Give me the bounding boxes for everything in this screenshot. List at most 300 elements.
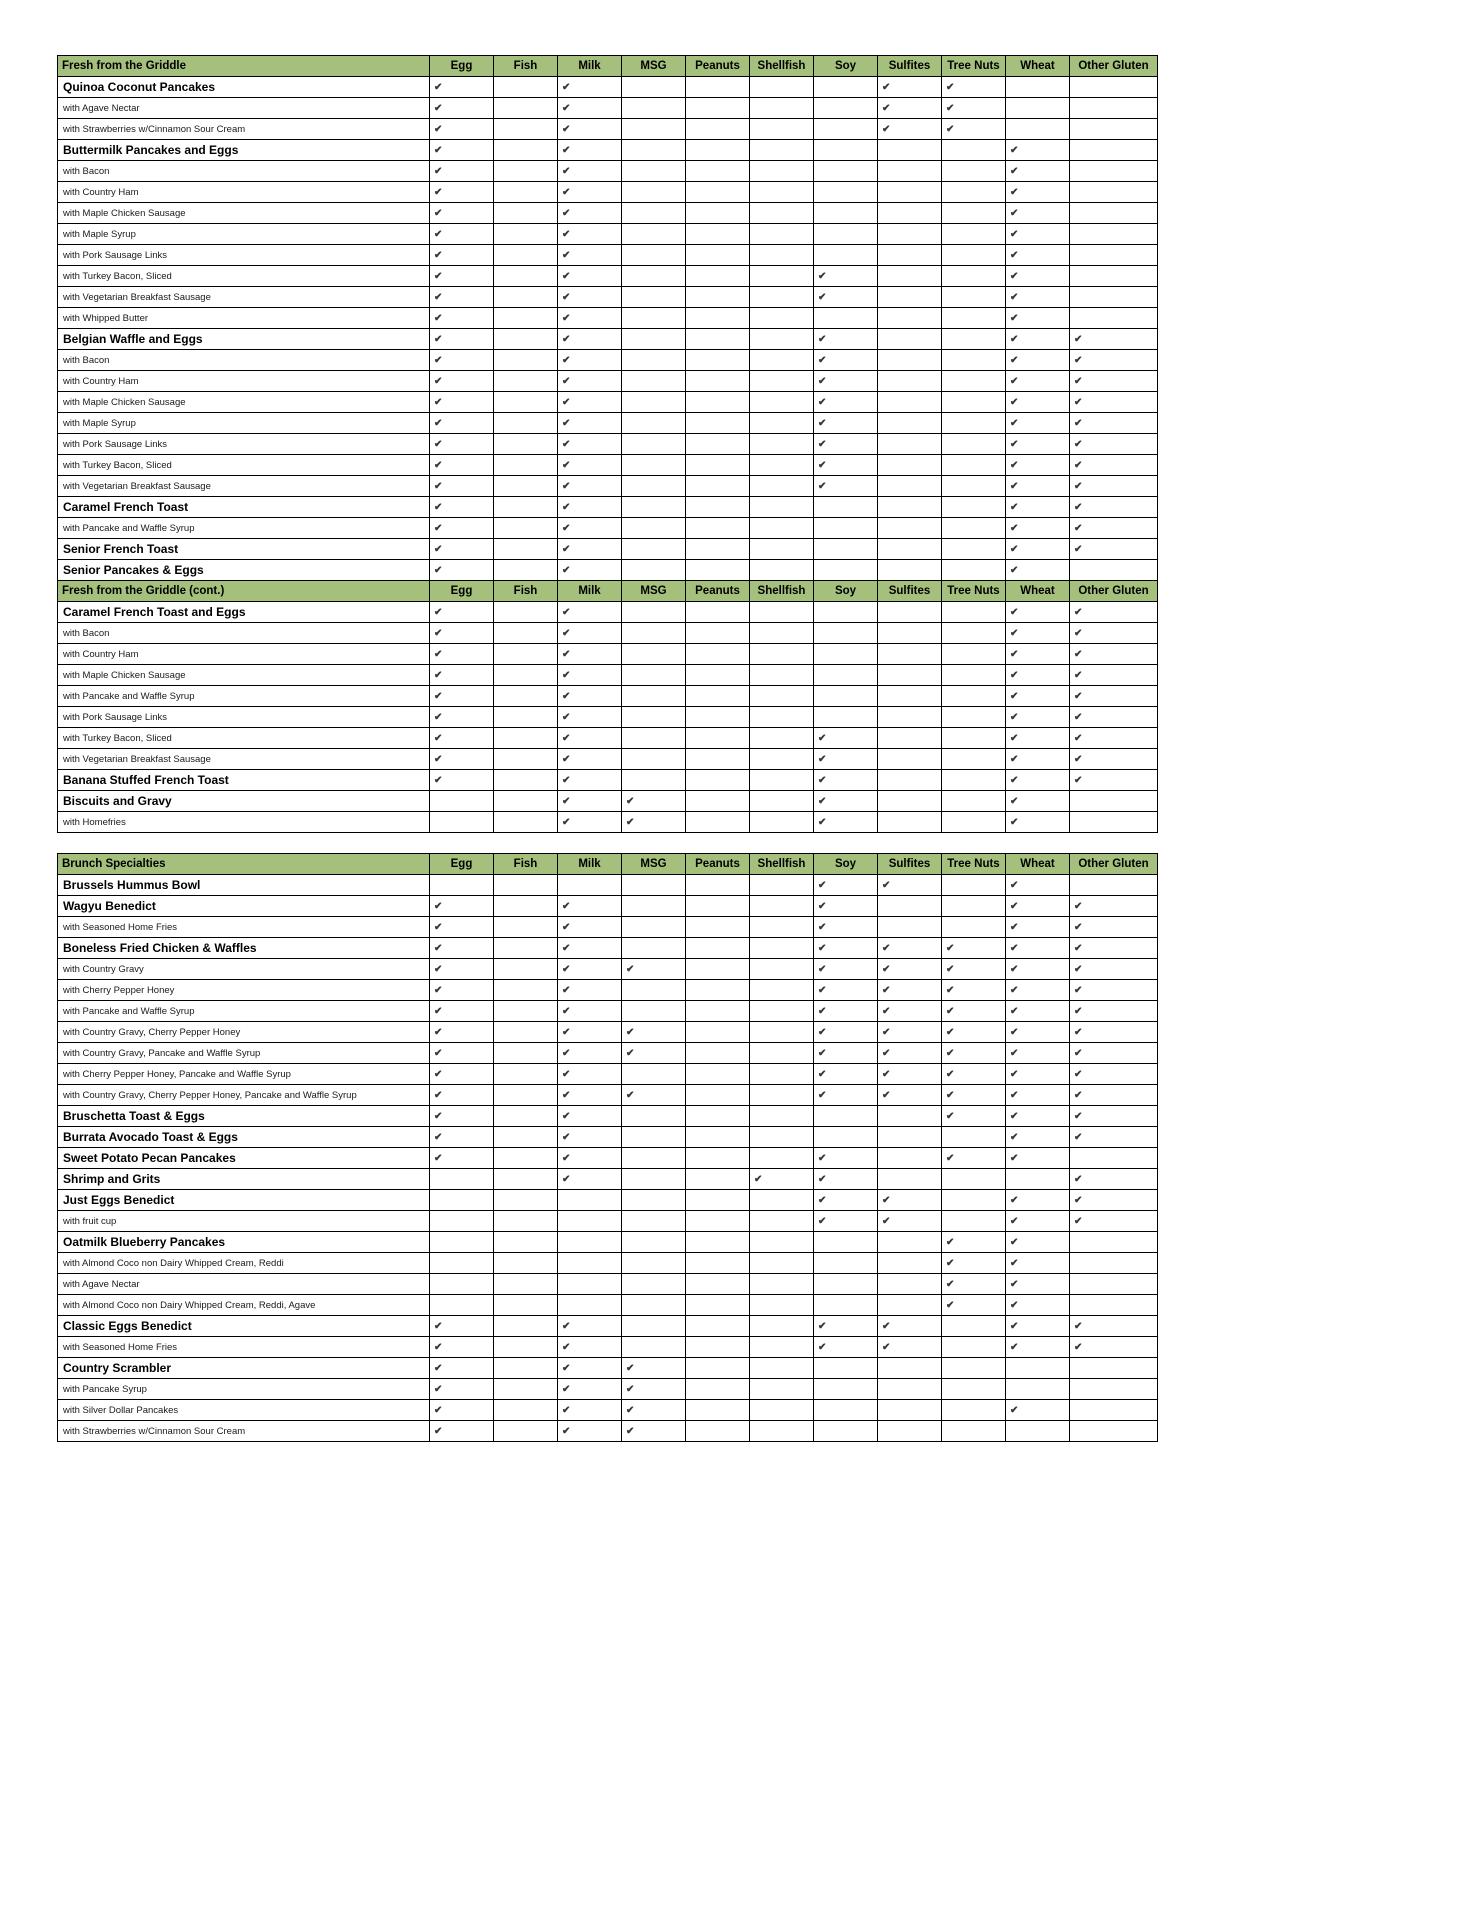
item-variant-name: with Country Ham <box>58 644 430 665</box>
allergen-checkmark: ✔ <box>942 1274 1006 1295</box>
allergen-empty-cell <box>750 350 814 371</box>
allergen-checkmark: ✔ <box>814 350 878 371</box>
allergen-empty-cell <box>942 560 1006 581</box>
allergen-checkmark: ✔ <box>558 1127 622 1148</box>
item-variant-name: with Pancake and Waffle Syrup <box>58 518 430 539</box>
item-name: Senior Pancakes & Eggs <box>58 560 430 581</box>
allergen-empty-cell <box>878 1400 942 1421</box>
allergen-empty-cell <box>622 1148 686 1169</box>
allergen-empty-cell <box>878 770 942 791</box>
item-variant-name: with Vegetarian Breakfast Sausage <box>58 287 430 308</box>
allergen-checkmark: ✔ <box>1070 1316 1158 1337</box>
allergen-checkmark: ✔ <box>1070 413 1158 434</box>
allergen-empty-cell <box>814 623 878 644</box>
allergen-checkmark: ✔ <box>1006 224 1070 245</box>
allergen-checkmark: ✔ <box>622 791 686 812</box>
allergen-empty-cell <box>494 161 558 182</box>
allergen-checkmark: ✔ <box>1006 770 1070 791</box>
allergen-empty-cell <box>686 1043 750 1064</box>
allergen-empty-cell <box>622 182 686 203</box>
allergen-empty-cell <box>814 707 878 728</box>
allergen-checkmark: ✔ <box>878 875 942 896</box>
allergen-empty-cell <box>622 392 686 413</box>
allergen-checkmark: ✔ <box>942 1253 1006 1274</box>
allergen-empty-cell <box>1070 1253 1158 1274</box>
allergen-empty-cell <box>494 749 558 770</box>
allergen-empty-cell <box>686 875 750 896</box>
allergen-checkmark: ✔ <box>1006 917 1070 938</box>
allergen-empty-cell <box>878 728 942 749</box>
allergen-checkmark: ✔ <box>430 707 494 728</box>
menu-item-row <box>58 119 1158 140</box>
allergen-empty-cell <box>942 1421 1006 1442</box>
allergen-empty-cell <box>430 1190 494 1211</box>
allergen-empty-cell <box>686 728 750 749</box>
allergen-checkmark: ✔ <box>1006 1400 1070 1421</box>
column-header-shellfish: Shellfish <box>750 581 814 602</box>
allergen-empty-cell <box>1070 224 1158 245</box>
item-name: Sweet Potato Pecan Pancakes <box>58 1148 430 1169</box>
item-variant-name: with Homefries <box>58 812 430 833</box>
allergen-empty-cell <box>814 203 878 224</box>
menu-item-row <box>58 896 1158 917</box>
allergen-checkmark: ✔ <box>430 308 494 329</box>
allergen-empty-cell <box>686 266 750 287</box>
menu-item-row <box>58 266 1158 287</box>
allergen-empty-cell <box>558 1190 622 1211</box>
allergen-empty-cell <box>942 476 1006 497</box>
allergen-empty-cell <box>1070 1379 1158 1400</box>
menu-item-row <box>58 434 1158 455</box>
allergen-empty-cell <box>878 371 942 392</box>
allergen-empty-cell <box>814 644 878 665</box>
allergen-checkmark: ✔ <box>814 749 878 770</box>
allergen-empty-cell <box>558 875 622 896</box>
allergen-checkmark: ✔ <box>878 1085 942 1106</box>
menu-item-row <box>58 245 1158 266</box>
allergen-checkmark: ✔ <box>430 1106 494 1127</box>
allergen-checkmark: ✔ <box>558 245 622 266</box>
item-variant-name: with Cherry Pepper Honey, Pancake and Waffle Syrup <box>58 1064 430 1085</box>
allergen-empty-cell <box>686 1253 750 1274</box>
allergen-checkmark: ✔ <box>430 497 494 518</box>
allergen-empty-cell <box>750 1316 814 1337</box>
allergen-checkmark: ✔ <box>558 1001 622 1022</box>
allergen-empty-cell <box>878 1379 942 1400</box>
allergen-checkmark: ✔ <box>878 1001 942 1022</box>
item-name: Brussels Hummus Bowl <box>58 875 430 896</box>
allergen-checkmark: ✔ <box>1070 497 1158 518</box>
allergen-empty-cell <box>686 1148 750 1169</box>
allergen-checkmark: ✔ <box>558 1337 622 1358</box>
allergen-checkmark: ✔ <box>814 917 878 938</box>
allergen-checkmark: ✔ <box>1006 1190 1070 1211</box>
allergen-empty-cell <box>878 287 942 308</box>
item-variant-name: with Bacon <box>58 161 430 182</box>
column-header-sulfites: Sulfites <box>878 56 942 77</box>
allergen-empty-cell <box>814 560 878 581</box>
allergen-empty-cell <box>622 1316 686 1337</box>
allergen-empty-cell <box>814 119 878 140</box>
allergen-empty-cell <box>686 434 750 455</box>
allergen-checkmark: ✔ <box>558 980 622 1001</box>
allergen-empty-cell <box>878 665 942 686</box>
allergen-empty-cell <box>686 1295 750 1316</box>
allergen-empty-cell <box>942 728 1006 749</box>
allergen-checkmark: ✔ <box>1006 602 1070 623</box>
allergen-checkmark: ✔ <box>558 665 622 686</box>
allergen-checkmark: ✔ <box>814 413 878 434</box>
allergen-checkmark: ✔ <box>878 938 942 959</box>
allergen-empty-cell <box>750 182 814 203</box>
column-header-tree-nuts: Tree Nuts <box>942 56 1006 77</box>
allergen-checkmark: ✔ <box>1006 203 1070 224</box>
allergen-empty-cell <box>430 812 494 833</box>
item-name: Quinoa Coconut Pancakes <box>58 77 430 98</box>
item-variant-name: with Pork Sausage Links <box>58 434 430 455</box>
allergen-empty-cell <box>622 98 686 119</box>
item-variant-name: with Whipped Butter <box>58 308 430 329</box>
allergen-empty-cell <box>686 161 750 182</box>
allergen-empty-cell <box>878 1232 942 1253</box>
column-header-milk: Milk <box>558 854 622 875</box>
allergen-checkmark: ✔ <box>814 959 878 980</box>
allergen-checkmark: ✔ <box>878 1022 942 1043</box>
allergen-empty-cell <box>686 371 750 392</box>
item-variant-name: with Seasoned Home Fries <box>58 1337 430 1358</box>
allergen-empty-cell <box>686 1358 750 1379</box>
allergen-empty-cell <box>1070 1148 1158 1169</box>
allergen-empty-cell <box>494 602 558 623</box>
allergen-checkmark: ✔ <box>814 287 878 308</box>
column-header-egg: Egg <box>430 854 494 875</box>
allergen-empty-cell <box>1070 182 1158 203</box>
allergen-checkmark: ✔ <box>430 623 494 644</box>
allergen-checkmark: ✔ <box>1070 980 1158 1001</box>
column-header-sulfites: Sulfites <box>878 854 942 875</box>
allergen-checkmark: ✔ <box>942 980 1006 1001</box>
allergen-empty-cell <box>622 1274 686 1295</box>
allergen-checkmark: ✔ <box>430 665 494 686</box>
menu-item-row <box>58 1295 1158 1316</box>
allergen-checkmark: ✔ <box>814 1169 878 1190</box>
allergen-empty-cell <box>1070 1400 1158 1421</box>
allergen-checkmark: ✔ <box>558 749 622 770</box>
allergen-empty-cell <box>1070 1295 1158 1316</box>
allergen-checkmark: ✔ <box>878 980 942 1001</box>
allergen-empty-cell <box>686 182 750 203</box>
allergen-empty-cell <box>622 1127 686 1148</box>
allergen-empty-cell <box>622 434 686 455</box>
allergen-checkmark: ✔ <box>1070 1043 1158 1064</box>
menu-item-row <box>58 917 1158 938</box>
allergen-checkmark: ✔ <box>814 791 878 812</box>
section-header-row <box>58 581 1158 602</box>
allergen-empty-cell <box>942 917 1006 938</box>
allergen-checkmark: ✔ <box>558 1085 622 1106</box>
allergen-checkmark: ✔ <box>1006 980 1070 1001</box>
allergen-checkmark: ✔ <box>1006 455 1070 476</box>
allergen-empty-cell <box>942 287 1006 308</box>
item-variant-name: with Agave Nectar <box>58 98 430 119</box>
allergen-empty-cell <box>622 896 686 917</box>
allergen-empty-cell <box>494 917 558 938</box>
allergen-empty-cell <box>878 686 942 707</box>
allergen-checkmark: ✔ <box>430 1421 494 1442</box>
allergen-checkmark: ✔ <box>1070 749 1158 770</box>
allergen-empty-cell <box>1070 1358 1158 1379</box>
allergen-checkmark: ✔ <box>430 1022 494 1043</box>
allergen-empty-cell <box>622 917 686 938</box>
allergen-checkmark: ✔ <box>1070 350 1158 371</box>
allergen-checkmark: ✔ <box>1006 623 1070 644</box>
allergen-checkmark: ✔ <box>942 1148 1006 1169</box>
allergen-empty-cell <box>686 1400 750 1421</box>
allergen-checkmark: ✔ <box>558 455 622 476</box>
item-name: Wagyu Benedict <box>58 896 430 917</box>
menu-item-row <box>58 1379 1158 1400</box>
allergen-empty-cell <box>686 896 750 917</box>
allergen-checkmark: ✔ <box>1070 1022 1158 1043</box>
allergen-checkmark: ✔ <box>1070 1085 1158 1106</box>
allergen-empty-cell <box>942 644 1006 665</box>
allergen-checkmark: ✔ <box>942 98 1006 119</box>
allergen-empty-cell <box>942 140 1006 161</box>
menu-item-row <box>58 476 1158 497</box>
allergen-checkmark: ✔ <box>878 77 942 98</box>
menu-item-row <box>58 371 1158 392</box>
allergen-checkmark: ✔ <box>878 119 942 140</box>
item-variant-name: with Turkey Bacon, Sliced <box>58 728 430 749</box>
allergen-checkmark: ✔ <box>430 140 494 161</box>
item-variant-name: with Silver Dollar Pancakes <box>58 1400 430 1421</box>
allergen-empty-cell <box>494 203 558 224</box>
item-variant-name: with fruit cup <box>58 1211 430 1232</box>
allergen-checkmark: ✔ <box>814 980 878 1001</box>
allergen-checkmark: ✔ <box>878 1190 942 1211</box>
allergen-empty-cell <box>1070 812 1158 833</box>
allergen-checkmark: ✔ <box>1006 644 1070 665</box>
allergen-empty-cell <box>750 497 814 518</box>
allergen-empty-cell <box>686 1169 750 1190</box>
column-header-wheat: Wheat <box>1006 854 1070 875</box>
item-variant-name: with Maple Syrup <box>58 224 430 245</box>
menu-item-row <box>58 1043 1158 1064</box>
allergen-checkmark: ✔ <box>430 161 494 182</box>
allergen-empty-cell <box>686 560 750 581</box>
allergen-checkmark: ✔ <box>814 812 878 833</box>
allergen-empty-cell <box>494 665 558 686</box>
menu-item-row <box>58 875 1158 896</box>
allergen-checkmark: ✔ <box>942 1232 1006 1253</box>
allergen-empty-cell <box>686 245 750 266</box>
allergen-empty-cell <box>686 959 750 980</box>
menu-item-row <box>58 287 1158 308</box>
allergen-empty-cell <box>494 140 558 161</box>
allergen-checkmark: ✔ <box>814 875 878 896</box>
allergen-checkmark: ✔ <box>430 476 494 497</box>
allergen-checkmark: ✔ <box>1006 518 1070 539</box>
allergen-checkmark: ✔ <box>1006 728 1070 749</box>
allergen-empty-cell <box>686 686 750 707</box>
allergen-table-1 <box>57 55 1158 833</box>
allergen-empty-cell <box>942 707 1006 728</box>
allergen-empty-cell <box>430 1253 494 1274</box>
allergen-checkmark: ✔ <box>1070 770 1158 791</box>
allergen-checkmark: ✔ <box>878 1211 942 1232</box>
allergen-empty-cell <box>942 686 1006 707</box>
allergen-empty-cell <box>942 224 1006 245</box>
allergen-empty-cell <box>878 350 942 371</box>
allergen-checkmark: ✔ <box>1006 1232 1070 1253</box>
item-variant-name: with Turkey Bacon, Sliced <box>58 455 430 476</box>
allergen-empty-cell <box>942 1337 1006 1358</box>
allergen-empty-cell <box>1006 1169 1070 1190</box>
allergen-checkmark: ✔ <box>814 1022 878 1043</box>
allergen-checkmark: ✔ <box>1070 1337 1158 1358</box>
allergen-empty-cell <box>942 1400 1006 1421</box>
column-header-fish: Fish <box>494 56 558 77</box>
allergen-empty-cell <box>878 896 942 917</box>
allergen-empty-cell <box>686 1106 750 1127</box>
allergen-empty-cell <box>942 791 1006 812</box>
allergen-empty-cell <box>494 497 558 518</box>
allergen-checkmark: ✔ <box>430 539 494 560</box>
allergen-checkmark: ✔ <box>942 1022 1006 1043</box>
allergen-empty-cell <box>622 1106 686 1127</box>
allergen-empty-cell <box>750 980 814 1001</box>
allergen-empty-cell <box>494 266 558 287</box>
column-header-sulfites: Sulfites <box>878 581 942 602</box>
menu-item-row <box>58 161 1158 182</box>
allergen-empty-cell <box>686 1316 750 1337</box>
allergen-empty-cell <box>494 434 558 455</box>
column-header-tree-nuts: Tree Nuts <box>942 854 1006 875</box>
allergen-empty-cell <box>494 539 558 560</box>
allergen-empty-cell <box>686 1379 750 1400</box>
allergen-checkmark: ✔ <box>430 896 494 917</box>
allergen-empty-cell <box>750 1421 814 1442</box>
allergen-empty-cell <box>750 791 814 812</box>
allergen-empty-cell <box>622 749 686 770</box>
allergen-empty-cell <box>622 1064 686 1085</box>
allergen-checkmark: ✔ <box>1006 1127 1070 1148</box>
allergen-empty-cell <box>622 140 686 161</box>
allergen-empty-cell <box>750 1148 814 1169</box>
allergen-empty-cell <box>494 1127 558 1148</box>
allergen-checkmark: ✔ <box>430 518 494 539</box>
menu-item-row <box>58 413 1158 434</box>
allergen-empty-cell <box>814 1232 878 1253</box>
allergen-empty-cell <box>430 1274 494 1295</box>
allergen-empty-cell <box>494 119 558 140</box>
allergen-empty-cell <box>622 980 686 1001</box>
allergen-checkmark: ✔ <box>1070 1001 1158 1022</box>
allergen-empty-cell <box>942 1169 1006 1190</box>
allergen-empty-cell <box>814 1106 878 1127</box>
allergen-checkmark: ✔ <box>1070 1064 1158 1085</box>
allergen-checkmark: ✔ <box>942 1106 1006 1127</box>
column-header-shellfish: Shellfish <box>750 854 814 875</box>
allergen-checkmark: ✔ <box>1006 1043 1070 1064</box>
allergen-checkmark: ✔ <box>1006 266 1070 287</box>
allergen-checkmark: ✔ <box>558 812 622 833</box>
item-name: Banana Stuffed French Toast <box>58 770 430 791</box>
allergen-empty-cell <box>750 560 814 581</box>
allergen-empty-cell <box>1070 161 1158 182</box>
item-variant-name: with Cherry Pepper Honey <box>58 980 430 1001</box>
allergen-empty-cell <box>558 1211 622 1232</box>
menu-item-row <box>58 1232 1158 1253</box>
menu-item-row <box>58 1127 1158 1148</box>
allergen-empty-cell <box>1070 1232 1158 1253</box>
allergen-empty-cell <box>558 1232 622 1253</box>
allergen-empty-cell <box>494 518 558 539</box>
allergen-empty-cell <box>622 287 686 308</box>
allergen-checkmark: ✔ <box>1006 1148 1070 1169</box>
allergen-checkmark: ✔ <box>558 308 622 329</box>
allergen-checkmark: ✔ <box>430 392 494 413</box>
allergen-empty-cell <box>878 392 942 413</box>
allergen-empty-cell <box>750 308 814 329</box>
allergen-empty-cell <box>750 161 814 182</box>
item-variant-name: with Seasoned Home Fries <box>58 917 430 938</box>
allergen-checkmark: ✔ <box>1070 728 1158 749</box>
allergen-empty-cell <box>686 518 750 539</box>
allergen-empty-cell <box>1006 98 1070 119</box>
allergen-empty-cell <box>1006 1379 1070 1400</box>
item-variant-name: with Strawberries w/Cinnamon Sour Cream <box>58 119 430 140</box>
allergen-checkmark: ✔ <box>1006 560 1070 581</box>
allergen-checkmark: ✔ <box>814 938 878 959</box>
menu-item-row <box>58 938 1158 959</box>
column-header-soy: Soy <box>814 581 878 602</box>
allergen-checkmark: ✔ <box>622 1400 686 1421</box>
allergen-empty-cell <box>686 644 750 665</box>
allergen-empty-cell <box>494 1295 558 1316</box>
allergen-empty-cell <box>750 917 814 938</box>
allergen-checkmark: ✔ <box>558 371 622 392</box>
allergen-empty-cell <box>622 329 686 350</box>
item-variant-name: with Strawberries w/Cinnamon Sour Cream <box>58 1421 430 1442</box>
allergen-checkmark: ✔ <box>1006 161 1070 182</box>
allergen-checkmark: ✔ <box>814 1064 878 1085</box>
allergen-checkmark: ✔ <box>558 770 622 791</box>
allergen-table-2 <box>57 853 1158 1442</box>
allergen-checkmark: ✔ <box>1070 434 1158 455</box>
allergen-empty-cell <box>942 1190 1006 1211</box>
allergen-empty-cell <box>942 1316 1006 1337</box>
allergen-empty-cell <box>750 1358 814 1379</box>
allergen-checkmark: ✔ <box>430 287 494 308</box>
menu-item-row <box>58 1148 1158 1169</box>
allergen-checkmark: ✔ <box>558 728 622 749</box>
allergen-empty-cell <box>750 728 814 749</box>
allergen-checkmark: ✔ <box>430 644 494 665</box>
allergen-checkmark: ✔ <box>1070 665 1158 686</box>
allergen-checkmark: ✔ <box>1070 371 1158 392</box>
allergen-empty-cell <box>942 455 1006 476</box>
allergen-empty-cell <box>622 707 686 728</box>
allergen-checkmark: ✔ <box>1070 917 1158 938</box>
item-variant-name: with Turkey Bacon, Sliced <box>58 266 430 287</box>
allergen-empty-cell <box>686 413 750 434</box>
item-variant-name: with Country Gravy, Cherry Pepper Honey, Pancake and Waffle Syrup <box>58 1085 430 1106</box>
menu-item-row <box>58 1064 1158 1085</box>
column-header-other-gluten: Other Gluten <box>1070 854 1158 875</box>
allergen-empty-cell <box>686 791 750 812</box>
allergen-empty-cell <box>750 1253 814 1274</box>
